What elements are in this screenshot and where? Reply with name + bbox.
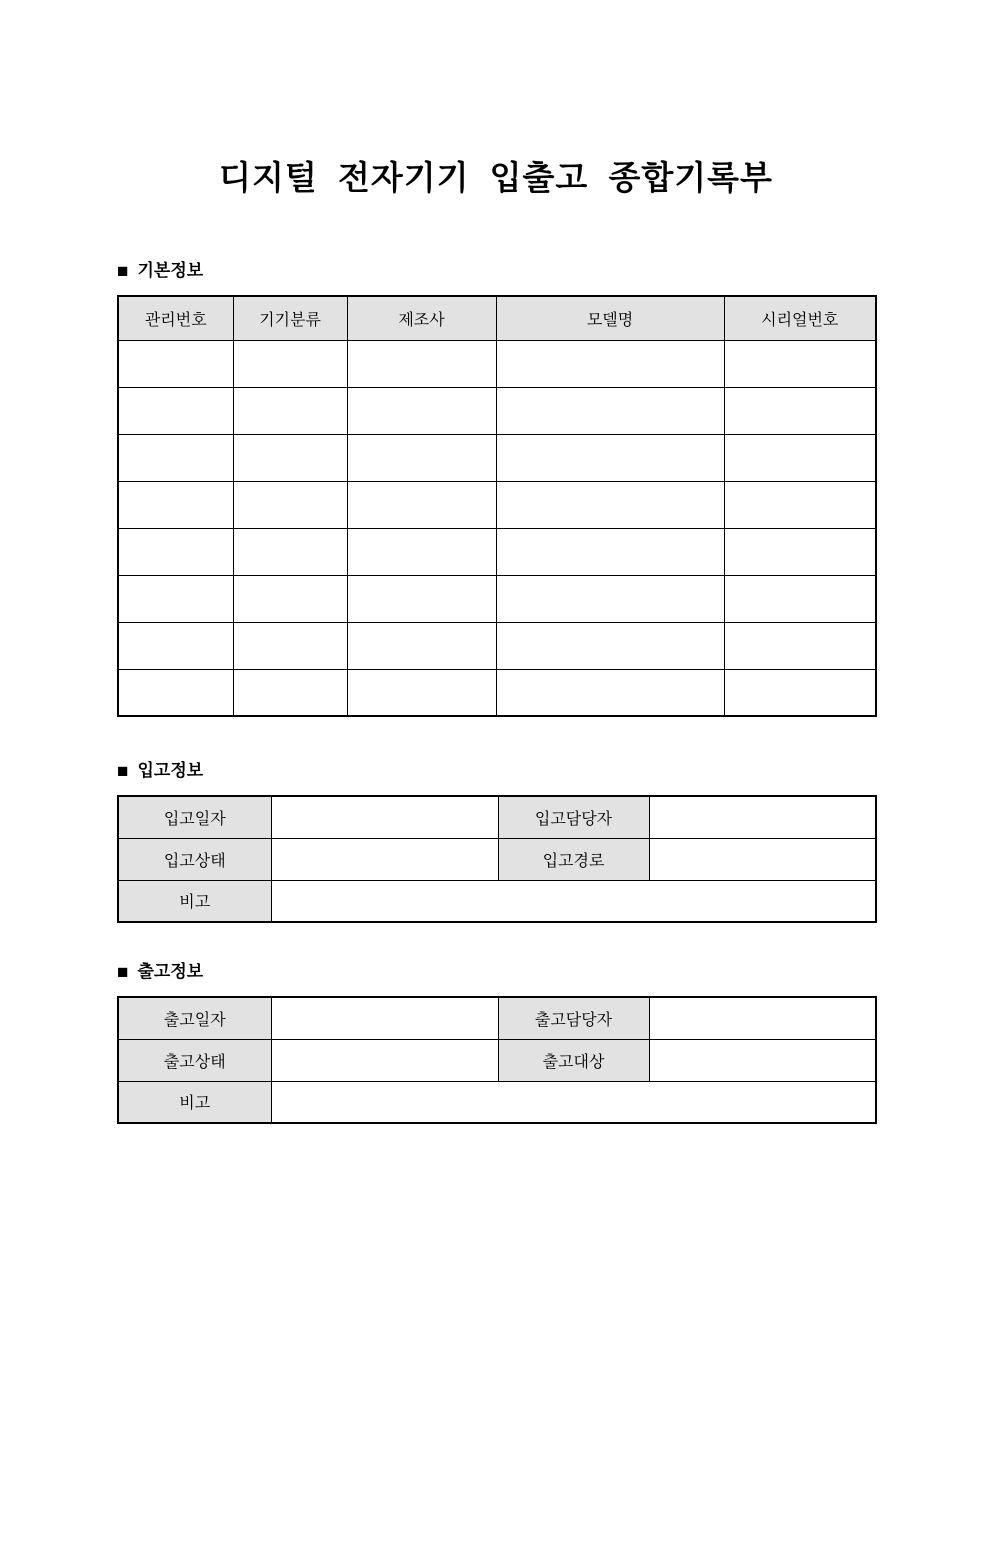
table-row bbox=[118, 1081, 876, 1123]
outbound-condition-label: 출고상태 bbox=[118, 1039, 271, 1081]
empty-cell[interactable] bbox=[724, 622, 876, 669]
section-heading-basic bbox=[117, 260, 875, 282]
section-basic-info bbox=[117, 260, 875, 717]
empty-cell[interactable] bbox=[347, 481, 496, 528]
basic-info-table bbox=[117, 295, 877, 717]
column-header-serial-number: 시리얼번호 bbox=[724, 296, 876, 340]
inbound-info-table bbox=[117, 795, 877, 923]
empty-cell[interactable] bbox=[496, 528, 724, 575]
outbound-date-label: 출고일자 bbox=[118, 997, 271, 1039]
outbound-remarks-field[interactable] bbox=[271, 1081, 876, 1123]
table-row bbox=[118, 880, 876, 922]
section-inbound-info bbox=[117, 760, 875, 923]
empty-cell[interactable] bbox=[118, 669, 233, 716]
table-row bbox=[118, 622, 876, 669]
inbound-remarks-label: 비고 bbox=[118, 880, 271, 922]
table-row bbox=[118, 340, 876, 387]
empty-cell[interactable] bbox=[724, 387, 876, 434]
empty-cell[interactable] bbox=[496, 575, 724, 622]
empty-cell[interactable] bbox=[724, 669, 876, 716]
inbound-route-field[interactable] bbox=[649, 838, 876, 880]
inbound-manager-label: 입고담당자 bbox=[498, 796, 649, 838]
table-row bbox=[118, 997, 876, 1039]
table-row bbox=[118, 575, 876, 622]
outbound-date-field[interactable] bbox=[271, 997, 498, 1039]
outbound-info-table bbox=[117, 996, 877, 1124]
square-bullet-icon: ■ bbox=[117, 760, 129, 782]
empty-cell[interactable] bbox=[118, 340, 233, 387]
empty-cell[interactable] bbox=[496, 622, 724, 669]
empty-cell[interactable] bbox=[233, 622, 347, 669]
outbound-target-label: 출고대상 bbox=[498, 1039, 649, 1081]
square-bullet-icon: ■ bbox=[117, 260, 129, 282]
table-row bbox=[118, 528, 876, 575]
empty-cell[interactable] bbox=[347, 669, 496, 716]
table-row bbox=[118, 434, 876, 481]
empty-cell[interactable] bbox=[118, 481, 233, 528]
basic-info-header-row bbox=[118, 296, 876, 340]
table-row bbox=[118, 387, 876, 434]
column-header-management-number: 관리번호 bbox=[118, 296, 233, 340]
table-row bbox=[118, 669, 876, 716]
empty-cell[interactable] bbox=[233, 669, 347, 716]
section-heading-outbound bbox=[117, 961, 875, 983]
empty-cell[interactable] bbox=[118, 528, 233, 575]
inbound-date-field[interactable] bbox=[271, 796, 498, 838]
section-heading-inbound bbox=[117, 760, 875, 782]
empty-cell[interactable] bbox=[496, 669, 724, 716]
inbound-condition-field[interactable] bbox=[271, 838, 498, 880]
empty-cell[interactable] bbox=[233, 340, 347, 387]
empty-cell[interactable] bbox=[496, 387, 724, 434]
empty-cell[interactable] bbox=[347, 387, 496, 434]
empty-cell[interactable] bbox=[233, 387, 347, 434]
outbound-target-field[interactable] bbox=[649, 1039, 876, 1081]
table-row bbox=[118, 796, 876, 838]
empty-cell[interactable] bbox=[496, 340, 724, 387]
document-page bbox=[117, 158, 875, 1124]
column-header-manufacturer: 제조사 bbox=[347, 296, 496, 340]
section-outbound-info bbox=[117, 961, 875, 1124]
section-heading-outbound-label: 출고정보 bbox=[137, 962, 204, 981]
section-heading-basic-label: 기본정보 bbox=[137, 261, 204, 280]
inbound-route-label: 입고경로 bbox=[498, 838, 649, 880]
empty-cell[interactable] bbox=[724, 575, 876, 622]
empty-cell[interactable] bbox=[347, 434, 496, 481]
empty-cell[interactable] bbox=[118, 575, 233, 622]
outbound-condition-field[interactable] bbox=[271, 1039, 498, 1081]
empty-cell[interactable] bbox=[496, 434, 724, 481]
empty-cell[interactable] bbox=[233, 528, 347, 575]
table-row bbox=[118, 481, 876, 528]
empty-cell[interactable] bbox=[347, 528, 496, 575]
empty-cell[interactable] bbox=[496, 481, 724, 528]
section-heading-inbound-label: 입고정보 bbox=[137, 761, 204, 780]
column-header-device-category: 기기분류 bbox=[233, 296, 347, 340]
empty-cell[interactable] bbox=[233, 434, 347, 481]
empty-cell[interactable] bbox=[233, 481, 347, 528]
empty-cell[interactable] bbox=[233, 575, 347, 622]
outbound-manager-field[interactable] bbox=[649, 997, 876, 1039]
document-title: 디지털 전자기기 입출고 종합기록부 bbox=[219, 159, 773, 196]
empty-cell[interactable] bbox=[118, 434, 233, 481]
square-bullet-icon: ■ bbox=[117, 961, 129, 983]
inbound-remarks-field[interactable] bbox=[271, 880, 876, 922]
empty-cell[interactable] bbox=[118, 387, 233, 434]
empty-cell[interactable] bbox=[118, 622, 233, 669]
empty-cell[interactable] bbox=[347, 622, 496, 669]
table-row bbox=[118, 838, 876, 880]
empty-cell[interactable] bbox=[724, 528, 876, 575]
empty-cell[interactable] bbox=[347, 575, 496, 622]
empty-cell[interactable] bbox=[724, 340, 876, 387]
basic-info-table-body bbox=[118, 340, 876, 716]
inbound-manager-field[interactable] bbox=[649, 796, 876, 838]
empty-cell[interactable] bbox=[724, 481, 876, 528]
inbound-condition-label: 입고상태 bbox=[118, 838, 271, 880]
empty-cell[interactable] bbox=[347, 340, 496, 387]
column-header-model-name: 모델명 bbox=[496, 296, 724, 340]
outbound-remarks-label: 비고 bbox=[118, 1081, 271, 1123]
table-row bbox=[118, 1039, 876, 1081]
inbound-date-label: 입고일자 bbox=[118, 796, 271, 838]
empty-cell[interactable] bbox=[724, 434, 876, 481]
outbound-manager-label: 출고담당자 bbox=[498, 997, 649, 1039]
